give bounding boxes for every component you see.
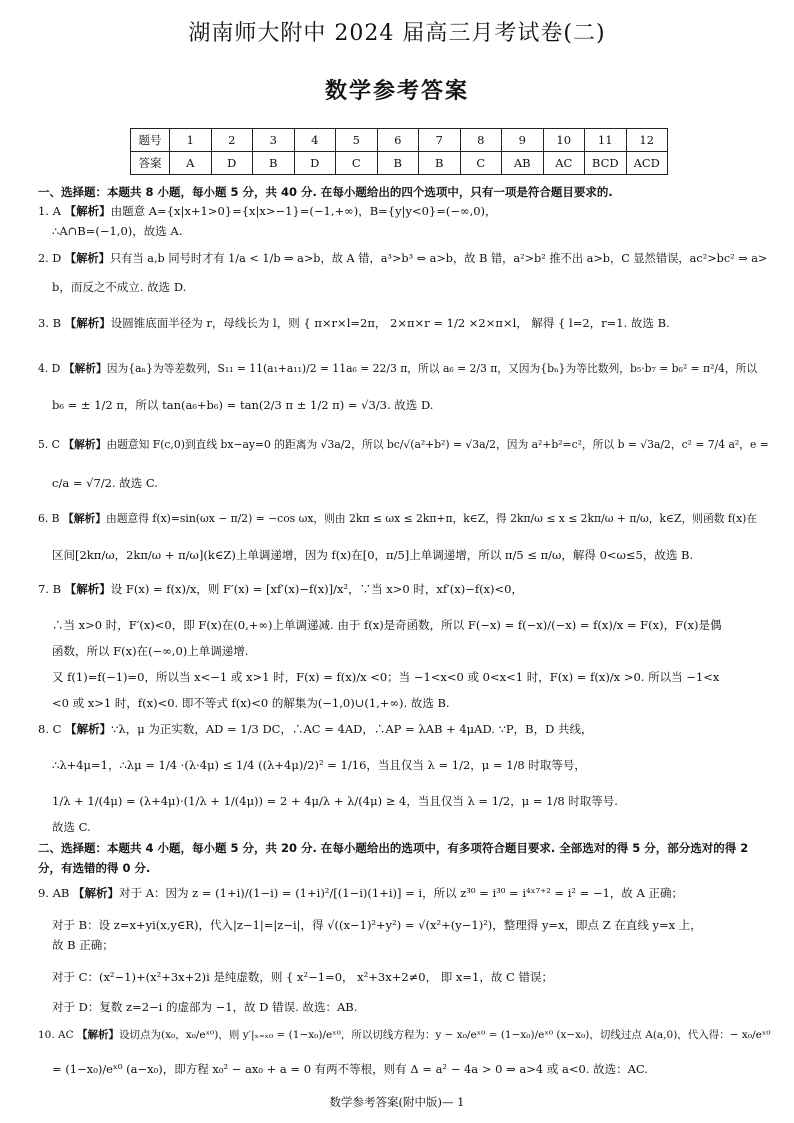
question-number-cell: 7 xyxy=(419,129,461,152)
solution-5-line-2: c/a = √7/2. 故选 C. xyxy=(52,476,158,490)
question-number-cell: 10 xyxy=(543,129,585,152)
analysis-tag: 【解析】 xyxy=(63,362,107,375)
solution-2-line-1 xyxy=(38,250,767,268)
solution-8-line-4: 故选 C. xyxy=(52,820,91,834)
answer-table-row-label: 答案 xyxy=(131,152,170,175)
solution-8-line-3: 1/λ + 1/(4μ) = (λ+4μ)·(1/λ + 1/(4μ)) = 2 + 4μ/λ + λ/(4μ) ≥ 4，当且仅当 λ = 1/2，μ = 1/8 时取等号. xyxy=(52,794,618,808)
solution-5-line-1 xyxy=(38,436,769,454)
answer-cell: D xyxy=(294,152,336,175)
solution-text: 对于 A：因为 z = (1+i)/(1−i) = (1+i)²/[(1−i)(1+i)] = i，所以 z³⁰ = i³⁰ = i⁴ˣ⁷⁺² = i² = −1，故 A 正确； xyxy=(119,886,684,900)
section-2-header: 二、选择题：本题共 4 小题，每小题 5 分，共 20 分. 在每小题给出的选项中，有多项符合题目要求. 全部选对的得 5 分，部分选对的得 2 xyxy=(38,841,749,855)
question-number: 6. B xyxy=(38,512,60,525)
question-number: 5. C xyxy=(38,438,60,451)
solution-7-line-4: 又 f(1)=f(−1)=0，所以当 x<−1 或 x>1 时，F(x) = f(x)/x <0；当 −1<x<0 或 0<x<1 时，F(x) = f(x)/x >0. 所以当 −1<x xyxy=(52,670,720,684)
analysis-tag: 【解析】 xyxy=(73,886,120,900)
question-number: 8. C xyxy=(38,722,62,736)
question-number: 10. AC xyxy=(38,1029,74,1041)
answer-cell: C xyxy=(336,152,378,175)
solution-8-line-2: ∴λ+4μ=1，∴λμ = 1/4 ·(λ·4μ) ≤ 1/4 ((λ+4μ)/2)² = 1/16，当且仅当 λ = 1/2，μ = 1/8 时取等号， xyxy=(52,758,586,772)
answer-cell: B xyxy=(377,152,419,175)
analysis-tag: 【解析】 xyxy=(64,204,111,218)
solution-text: 设 F(x) = f(x)/x，则 F′(x) = [xf′(x)−f(x)]/x²，∵当 x>0 时，xf′(x)−f(x)<0， xyxy=(110,582,523,596)
answer-cell: D xyxy=(211,152,253,175)
solution-7-line-5: <0 或 x>1 时，f(x)<0. 即不等式 f(x)<0 的解集为(−1,0)∪(1,+∞). 故选 B. xyxy=(52,696,450,710)
solution-text: 设切点为(x₀，x₀/eˣ⁰)，则 y′|ₓ₌ₓ₀ = (1−x₀)/eˣ⁰，所以切线方程为：y − x₀/eˣ⁰ = (1−x₀)/eˣ⁰ (x−x₀)，切线过点 A(a,0)，代入得：− x₀/eˣ⁰ xyxy=(119,1029,771,1041)
analysis-tag: 【解析】 xyxy=(63,438,107,451)
section-1-header: 一、选择题：本题共 8 小题，每小题 5 分，共 40 分. 在每小题给出的四个选项中，只有一项是符合题目要求的. xyxy=(38,185,613,199)
answer-cell: BCD xyxy=(585,152,627,175)
question-number: 7. B xyxy=(38,582,62,596)
question-number-cell: 2 xyxy=(211,129,253,152)
answer-cell: ACD xyxy=(626,152,668,175)
question-number-cell: 11 xyxy=(585,129,627,152)
answer-cell: C xyxy=(460,152,502,175)
section-2-header-cont: 分，有选错的得 0 分. xyxy=(38,861,151,875)
solution-text: 由题意知 F(c,0)到直线 bx−ay=0 的距离为 √3a/2，所以 bc/√(a²+b²) = √3a/2，因为 a²+b²=c²，所以 b = √3a/2，c² = 7/4 a²，e = xyxy=(106,438,769,451)
question-number-cell: 3 xyxy=(253,129,295,152)
solution-6-line-2: 区间[2kπ/ω，2kπ/ω + π/ω](k∈Z)上单调递增，因为 f(x)在[0，π/5]上单调递增，所以 π/5 ≤ π/ω，解得 0<ω≤5，故选 B. xyxy=(52,548,694,562)
answer-cell: AB xyxy=(502,152,544,175)
solution-10-line-2: = (1−x₀)/eˣ⁰ (a−x₀)，即方程 x₀² − ax₀ + a = 0 有两不等根，则有 Δ = a² − 4a > 0 ⇒ a>4 或 a<0. 故选：AC. xyxy=(52,1062,648,1076)
solution-text: 设圆锥底面半径为 r，母线长为 l，则 { π×r×l=2π， 2×π×r = 1/2 ×2×π×l， 解得 { l=2，r=1. 故选 B. xyxy=(110,316,670,330)
analysis-tag: 【解析】 xyxy=(64,582,111,596)
answer-cell: B xyxy=(419,152,461,175)
solution-1-line-1 xyxy=(38,202,497,220)
solution-7-line-3: 函数，所以 F(x)在(−∞,0)上单调递增. xyxy=(52,644,249,658)
analysis-tag: 【解析】 xyxy=(77,1029,119,1041)
solution-7-line-2: ∴当 x>0 时，F′(x)<0，即 F(x)在(0,+∞)上单调递减. 由于 f(x)是奇函数，所以 F(−x) = f(−x)/(−x) = f(x)/x = F(x)，F(x)是偶 xyxy=(52,618,722,632)
question-number-cell: 9 xyxy=(502,129,544,152)
question-number-cell: 8 xyxy=(460,129,502,152)
solution-3-line-1 xyxy=(38,314,670,332)
question-number-cell: 4 xyxy=(294,129,336,152)
solution-6-line-1 xyxy=(38,510,757,528)
answer-cell: A xyxy=(170,152,212,175)
question-number: 4. D xyxy=(38,362,61,375)
answer-cell: B xyxy=(253,152,295,175)
question-number-cell: 6 xyxy=(377,129,419,152)
answer-table-answer-row xyxy=(131,152,668,175)
solution-9-line-2: 对于 B：设 z=x+yi(x,y∈R)，代入|z−1|=|z−i|，得 √((x−1)²+y²) = √(x²+(y−1)²)，整理得 y=x，即点 Z 在直线 y=x 上， xyxy=(52,918,702,932)
question-number-cell: 1 xyxy=(170,129,212,152)
solution-4-line-2: b₆ = ± 1/2 π，所以 tan(a₆+b₆) = tan(2/3 π ± 1/2 π) = √3/3. 故选 D. xyxy=(52,398,434,412)
solution-text: 因为{aₙ}为等差数列，S₁₁ = 11(a₁+a₁₁)/2 = 11a₆ = 22/3 π，所以 a₆ = 2/3 π，又因为{bₙ}为等比数列，b₅·b₇ = b₆² = π²/4，所以 xyxy=(106,362,758,375)
solution-2-line-2: b，而反之不成立. 故选 D. xyxy=(52,280,187,294)
analysis-tag: 【解析】 xyxy=(64,316,111,330)
answer-table-number-row xyxy=(131,129,668,152)
solution-9-line-5: 对于 D：复数 z=2−i 的虚部为 −1，故 D 错误. 故选：AB. xyxy=(52,1000,358,1014)
solution-1-line-2: ∴A∩B=(−1,0)，故选 A. xyxy=(52,224,183,238)
solution-9-line-4: 对于 C：(x²−1)+(x²+3x+2)i 是纯虚数，则 { x²−1=0， x²+3x+2≠0， 即 x=1，故 C 错误； xyxy=(52,970,553,984)
analysis-tag: 【解析】 xyxy=(63,512,107,525)
solution-4-line-1 xyxy=(38,360,757,378)
question-number-cell: 12 xyxy=(626,129,668,152)
solution-text: 只有当 a,b 同号时才有 1/a < 1/b ⇒ a>b，故 A 错，a³>b³ ⇔ a>b，故 B 错，a²>b² 推不出 a>b，C 显然错误，ac²>bc² ⇒ a> xyxy=(109,252,768,265)
solution-10-line-1 xyxy=(38,1026,770,1044)
question-number: 3. B xyxy=(38,316,62,330)
answer-table xyxy=(130,128,668,175)
answer-cell: AC xyxy=(543,152,585,175)
document-title: 湖南师大附中 2024 届高三月考试卷(二) xyxy=(188,21,606,46)
solution-text: ∵λ，μ 为正实数，AD = 1/3 DC，∴AC = 4AD，∴AP = λAB + 4μAD. ∵P，B，D 共线， xyxy=(111,722,593,736)
analysis-tag: 【解析】 xyxy=(65,722,112,736)
answer-table-row-label: 题号 xyxy=(131,129,170,152)
question-number: 9. AB xyxy=(38,886,70,900)
analysis-tag: 【解析】 xyxy=(64,252,110,265)
question-number: 1. A xyxy=(38,204,61,218)
solution-text: 由题意得 f(x)=sin(ωx − π/2) = −cos ωx，则由 2kπ ≤ ωx ≤ 2kπ+π，k∈Z，得 2kπ/ω ≤ x ≤ 2kπ/ω + π/ω，k∈Z，则函数 f(x)在 xyxy=(106,512,758,525)
question-number-cell: 5 xyxy=(336,129,378,152)
solution-8-line-1 xyxy=(38,720,592,738)
solution-text: 由题意 A={x|x+1>0}={x|x>−1}=(−1,+∞)，B={y|y<0}=(−∞,0)， xyxy=(110,204,497,218)
page-footer: 数学参考答案(附中版)— 1 xyxy=(329,1095,465,1109)
document-subtitle: 数学参考答案 xyxy=(324,79,469,104)
question-number: 2. D xyxy=(38,252,62,265)
solution-7-line-1 xyxy=(38,580,523,598)
solution-9-line-1 xyxy=(38,884,683,902)
solution-9-line-3: 故 B 正确； xyxy=(52,938,114,952)
